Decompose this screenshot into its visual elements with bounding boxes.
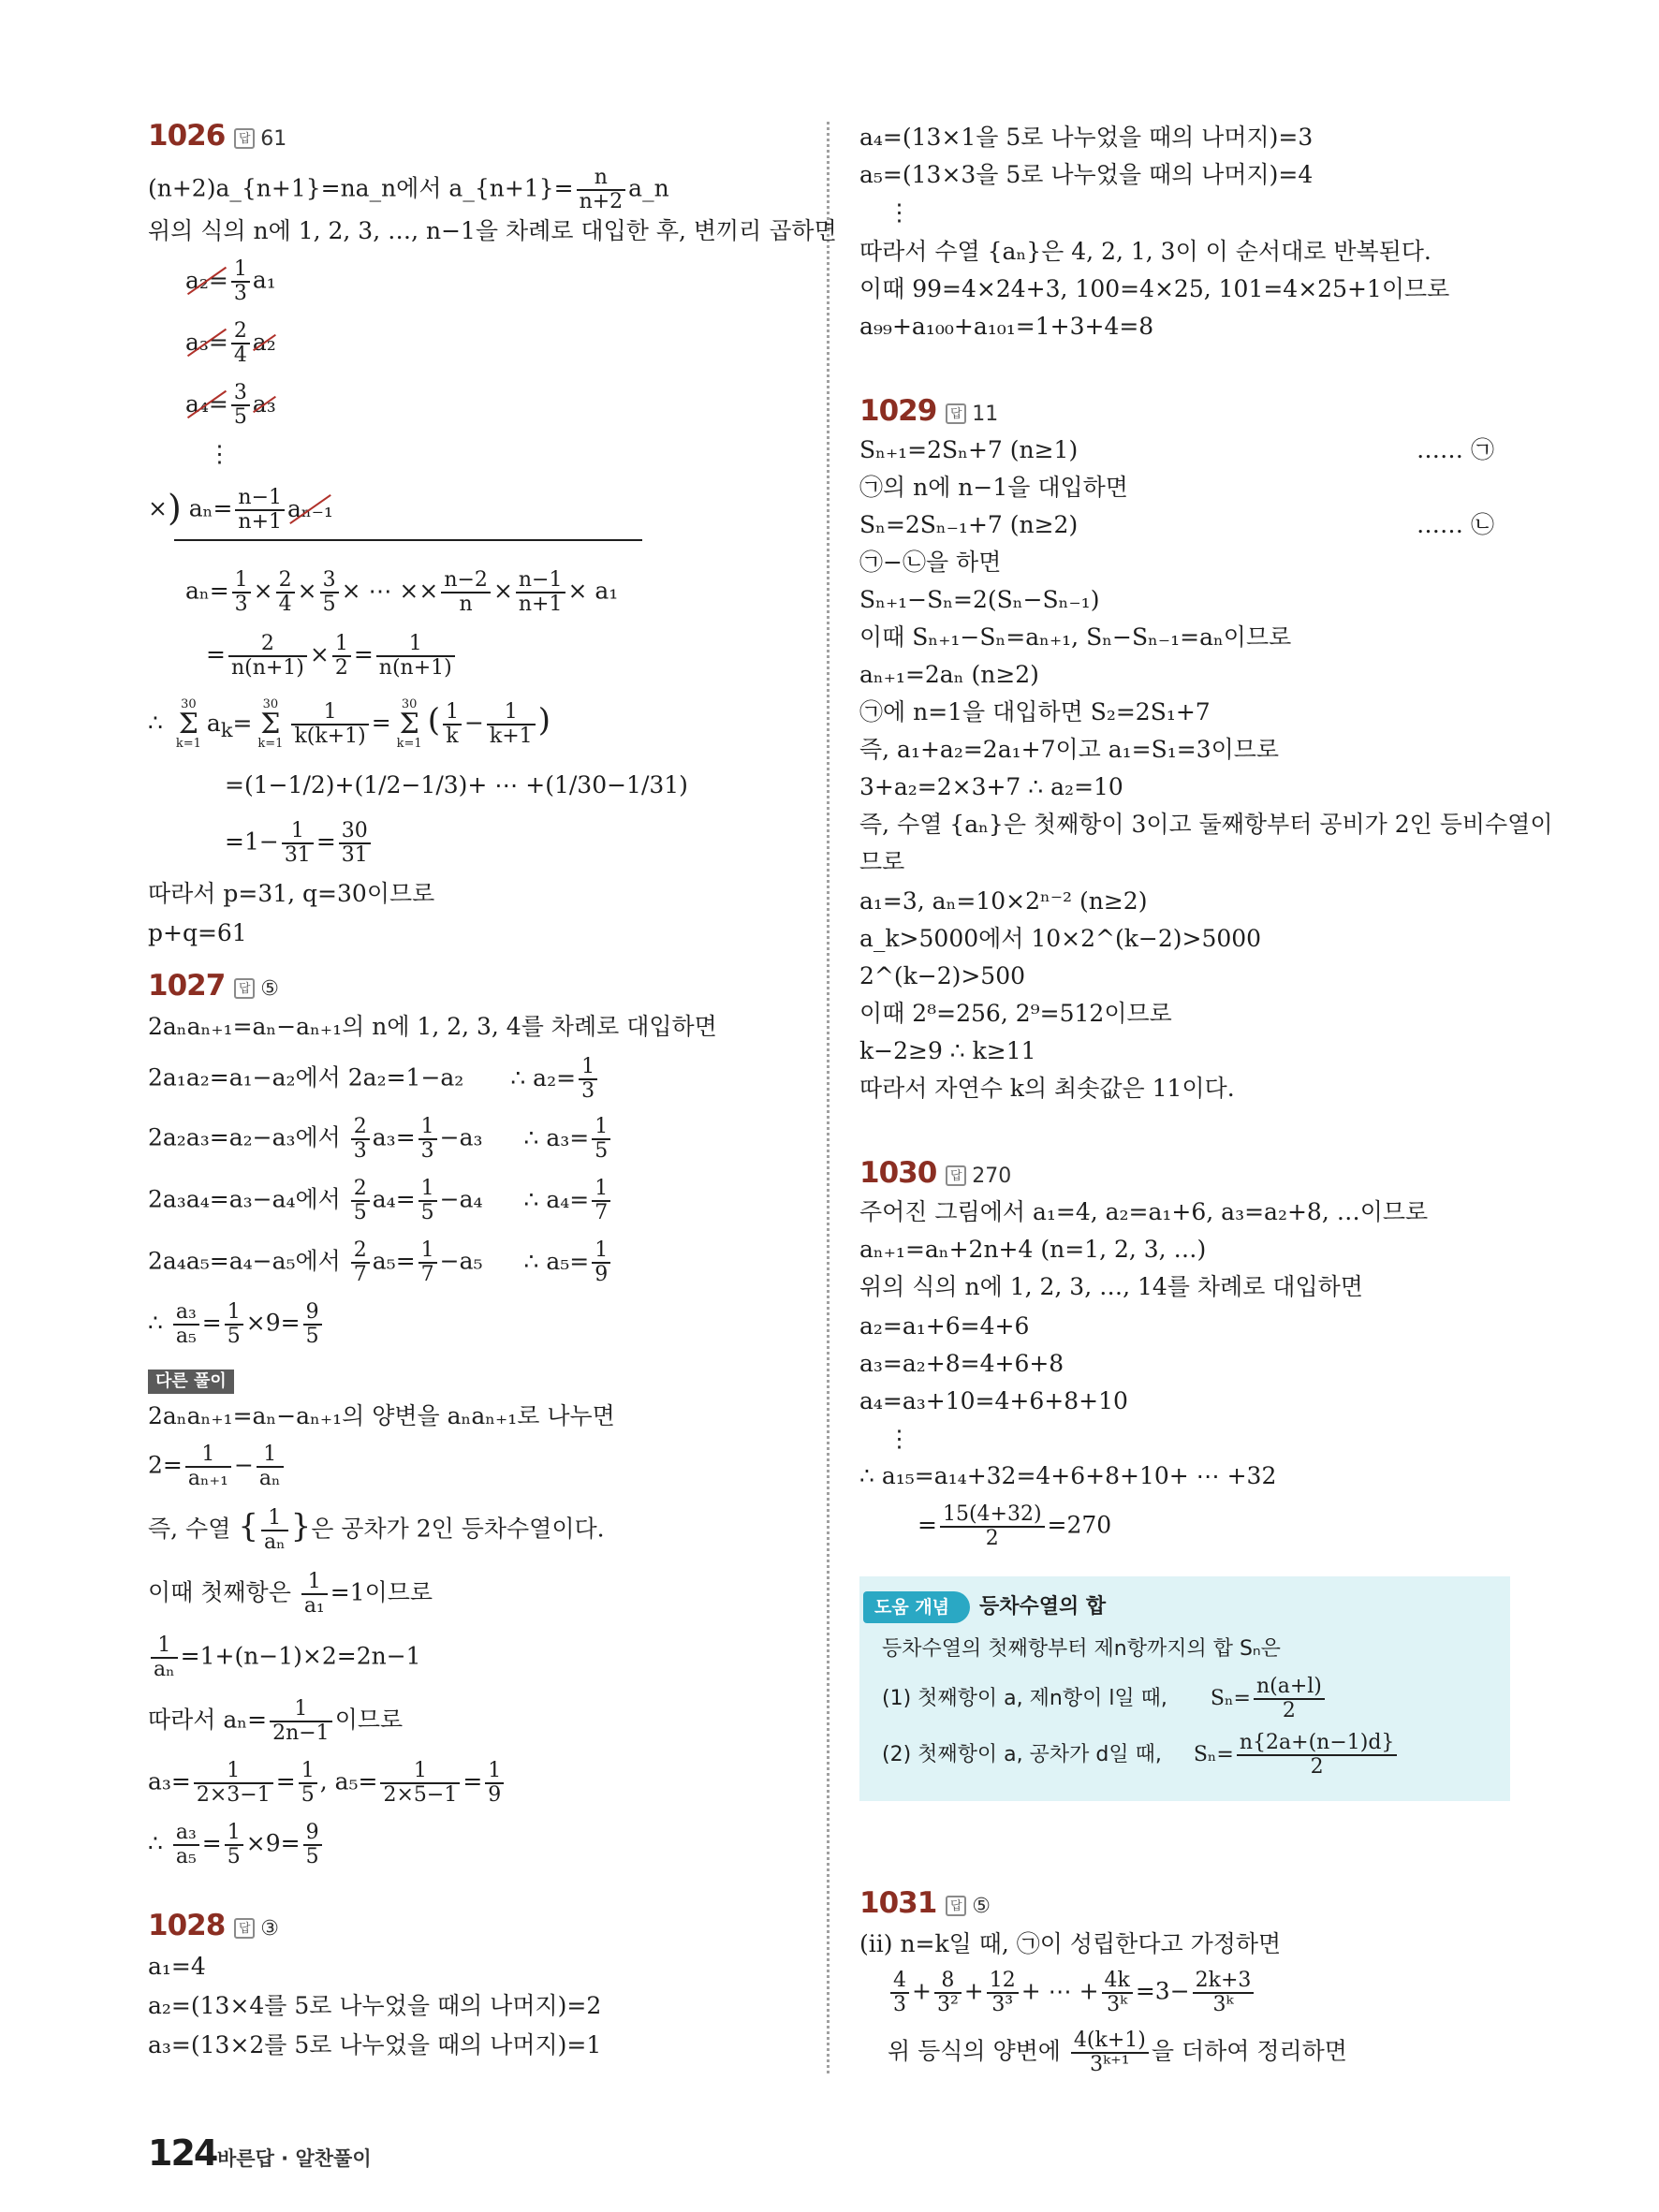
solution-line: a₄=(13×1을 5로 나누었을 때의 나머지)=3 [859,124,1314,151]
problem-number: 1027 [148,969,226,1003]
solution-line: a₃=a₂+8=4+6+8 [859,1350,1064,1377]
concept-box [859,1576,1510,1801]
problem-number: 1031 [859,1886,937,1920]
concept-line: (2) 첫째항이 a, 공차가 d일 때, Sₙ= $\frac{n\{2a+(n-1)d\}}{2}$ [882,1732,1400,1779]
concept-title: 등차수열의 합 [979,1595,1107,1619]
problem-number: 1030 [859,1156,937,1190]
equation-row: ∴ 30 Σ k=1 $a_k=$ 30 Σ k=1 $\frac{1}{k(k+1)}$ = 30 Σ k=1 ( $\frac{1}{k}$ − $\frac{1}{k+1}$ ) [148,697,551,751]
solution-line: 이때 Sₙ₊₁−Sₙ=aₙ₊₁, Sₙ−Sₙ₋₁=aₙ이므로 [859,623,1292,651]
footer-title: 바른답 · 알찬풀이 [217,2147,372,2170]
equation-row: ×) aₙ= $\frac{n-1}{n+1}$ aₙ₋₁ [148,486,333,534]
solution-line: 2aₙaₙ₊₁=aₙ−aₙ₊₁의 n에 1, 2, 3, 4를 차례로 대입하면 [148,1013,717,1040]
equation-row: aₙ= $\frac{1}{3}$ × $\frac{2}{4}$ × $\frac{3}{5}$ × ⋯ ×× $\frac{n-2}{n}$ × $\frac{n-1}{n+1}$ × a₁ [185,568,619,616]
problem-number: 1028 [148,1909,226,1942]
solution-line: ㉠−㉡을 하면 [859,549,1002,576]
solution-line: a₅=(13×3을 5로 나누었을 때의 나머지)=4 [859,161,1314,188]
problem-number: 1026 [148,119,226,153]
answer-value: ③ [260,1917,280,1941]
equation-row: = $\frac{2}{n(n+1)}$ × $\frac{1}{2}$ = $\frac{1}{n(n+1)}$ [206,633,458,680]
answer-icon: 답 [234,1918,255,1939]
solution-line: Sₙ₊₁−Sₙ=2(Sₙ−Sₙ₋₁) [859,586,1100,613]
solution-line: k−2≥9 ∴ k≥11 [859,1037,1036,1064]
solution-line: 위의 식의 n에 1, 2, 3, …, n−1을 차례로 대입한 후, 변끼리 곱하면 [148,217,837,244]
solution-line: p+q=61 [148,919,247,946]
equation-row: a₄= $\frac{3}{5}$ a₃ [185,381,276,429]
equation-row: $\frac{4}{3}$ + $\frac{8}{\text{3²}}$ + $\frac{12}{\text{3³}}$ + ⋯ + $\frac{4k}{\text{3ᵏ}}$ =3− $\frac{2k+3}{\text{3ᵏ}}$ [888,1970,1256,2016]
solution-line: Sₙ₊₁=2Sₙ+7 (n≥1) [859,436,1079,463]
alt-solution-badge: 다른 풀이 [148,1370,234,1394]
equation-row: 2a₂a₃=a₂−a₃에서 $\frac{2}{3}$ a₃= $\frac{1}{3}$ −a₃ ∴ a₃= $\frac{1}{5}$ [148,1116,613,1163]
solution-line: 주어진 그림에서 a₁=4, a₂=a₁+6, a₃=a₂+8, …이므로 [859,1198,1429,1225]
solution-line: ㉠에 n=1을 대입하면 S₂=2S₁+7 [859,698,1211,725]
solution-line: a₄=a₃+10=4+6+8+10 [859,1387,1128,1414]
solution-line: a₂=a₁+6=4+6 [859,1312,1030,1340]
solution-line: 2^(k−2)>500 [859,962,1026,989]
answer-value: ⑤ [260,977,280,1001]
solution-line: ∴ a₁₅=a₁₄+32=4+6+8+10+ ⋯ +32 [859,1462,1277,1489]
solution-line: 2aₙaₙ₊₁=aₙ−aₙ₊₁의 양변을 aₙaₙ₊₁로 나누면 [148,1402,615,1429]
problem-1026-header [148,120,286,155]
answer-value: 270 [972,1165,1012,1188]
solution-line: Sₙ=2Sₙ₋₁+7 (n≥2) [859,511,1079,538]
solution-line: aₙ₊₁=aₙ+2n+4 (n=1, 2, 3, …) [859,1236,1207,1263]
solution-line: 이때 99=4×24+3, 100=4×25, 101=4×25+1이므로 [859,275,1450,302]
solution-line: 위의 식의 n에 1, 2, 3, …, 14를 차례로 대입하면 [859,1273,1363,1300]
product-rule [174,539,642,541]
column-divider [827,122,830,2073]
solution-line: a₃=(13×2를 5로 나누었을 때의 나머지)=1 [148,2031,602,2058]
answer-icon: 답 [234,978,255,999]
solution-line: (n+2)a_{n+1}=na_n에서 a_{n+1}= $\frac{n}{n+2}$ a_n [148,166,669,213]
equation-row: =1− $\frac{1}{31}$ = $\frac{30}{31}$ [225,820,374,867]
problem-1029-header [859,395,998,431]
equation-row: 2a₃a₄=a₃−a₄에서 $\frac{2}{5}$ a₄= $\frac{1}{5}$ −a₄ ∴ a₄= $\frac{1}{7}$ [148,1178,613,1224]
solution-line: ㉠의 n에 n−1을 대입하면 [859,474,1128,501]
solution-line: 따라서 자연수 k의 최솟값은 11이다. [859,1075,1235,1102]
alt-solution-badge-row [148,1363,234,1395]
equation-marker: …… ㉡ [1417,511,1494,538]
vertical-dots: ⋮ [888,1425,911,1452]
solution-line: 따라서 수열 {aₙ}은 4, 2, 1, 3이 이 순서대로 반복된다. [859,238,1431,265]
equation-row: 위 등식의 양변에 $\frac{4(k+1)}{\text{3ᵏ⁺¹}}$ 을 더하여 정리하면 [888,2029,1347,2076]
problem-1028-header [148,1910,279,1945]
equation-row: 즉, 수열 { $\frac{1}{\text{aₙ}}$ }은 공차가 2인 등차수열이다. [148,1506,605,1554]
equation-row: ∴ $\frac{\text{a₃}}{\text{a₅}}$ = $\frac{1}{5}$ ×9= $\frac{9}{5}$ [148,1301,325,1348]
equation-row: =(1−1/2)+(1/2−1/3)+ ⋯ +(1/30−1/31) [225,771,688,798]
equation-row: a₂= $\frac{1}{3}$ a₁ [185,257,276,305]
problem-1030-header [859,1157,1011,1193]
equation-row: = $\frac{15(4+32)}{2}$ =270 [918,1502,1112,1550]
vertical-dots: ⋮ [888,198,911,226]
fraction: $\frac{n}{n+2}$ [577,167,626,213]
equation-row: $\frac{1}{\text{aₙ}}$ =1+(n−1)×2=2n−1 [148,1634,421,1681]
solution-line: a₁=4 [148,1953,206,1980]
solution-line: 즉, 수열 {aₙ}은 첫째항이 3이고 둘째항부터 공비가 2인 등비수열이 [859,811,1553,838]
solution-line: a₉₉+a₁₀₀+a₁₀₁=1+3+4=8 [859,313,1154,340]
problem-number: 1029 [859,394,937,428]
equation-marker: …… ㉠ [1417,436,1494,463]
concept-line: 등차수열의 첫째항부터 제n항까지의 합 Sₙ은 [882,1637,1281,1661]
vertical-dots: ⋮ [208,440,231,467]
problem-1027-header [148,970,279,1005]
concept-tag: 도움 개념 [863,1591,970,1623]
problem-1031-header [859,1887,991,1923]
answer-icon: 답 [946,1896,966,1916]
solution-line: a₁=3, aₙ=10×2ⁿ⁻² (n≥2) [859,887,1148,915]
concept-line: (1) 첫째항이 a, 제n항이 l일 때, Sₙ= $\frac{n(a+l)}{2}$ [882,1676,1328,1722]
page-number: 124 [148,2132,217,2174]
equation-row: 이때 첫째항은 $\frac{1}{\text{a₁}}$ =1이므로 [148,1570,433,1618]
equation-row: 2a₁a₂=a₁−a₂에서 2a₂=1−a₂ ∴ a₂= $\frac{1}{3}$ [148,1056,600,1103]
solution-line: a_k>5000에서 10×2^(k−2)>5000 [859,925,1262,952]
solution-line: 따라서 p=31, q=30이므로 [148,880,435,907]
answer-icon: 답 [946,403,966,424]
solution-line: 이때 2⁸=256, 2⁹=512이므로 [859,1000,1172,1027]
equation-row: a₃= $\frac{1}{2\times 3-1}$ = $\frac{1}{5}$ , a₅= $\frac{1}{2\times 5-1}$ = $\frac{1}{9}$ [148,1760,507,1807]
equation-row: a₃= $\frac{2}{4}$ a₂ [185,319,276,367]
solution-line: 3+a₂=2×3+7 ∴ a₂=10 [859,773,1123,800]
equation-row: 2= $\frac{1}{\text{aₙ₊₁}}$ − $\frac{1}{\text{aₙ}}$ [148,1443,286,1490]
solution-line: a₂=(13×4를 5로 나누었을 때의 나머지)=2 [148,1992,602,2019]
equation-row: 따라서 aₙ= $\frac{1}{2n-1}$ 이므로 [148,1697,404,1745]
solution-line: 즉, a₁+a₂=2a₁+7이고 a₁=S₁=3이므로 [859,736,1280,763]
answer-value: 61 [260,127,287,151]
equation-row: 2a₄a₅=a₄−a₅에서 $\frac{2}{7}$ a₅= $\frac{1}{7}$ −a₅ ∴ a₅= $\frac{1}{9}$ [148,1239,613,1286]
solution-line: (ii) n=k일 때, ㉠이 성립한다고 가정하면 [859,1930,1282,1957]
solution-line: 므로 [859,848,905,875]
solution-line: aₙ₊₁=2aₙ (n≥2) [859,661,1039,688]
answer-icon: 답 [234,128,255,149]
equation-row: ∴ $\frac{\text{a₃}}{\text{a₅}}$ = $\frac{1}{5}$ ×9= $\frac{9}{5}$ [148,1822,325,1868]
answer-icon: 답 [946,1165,966,1186]
answer-value: 11 [972,403,999,426]
answer-value: ⑤ [972,1895,991,1918]
